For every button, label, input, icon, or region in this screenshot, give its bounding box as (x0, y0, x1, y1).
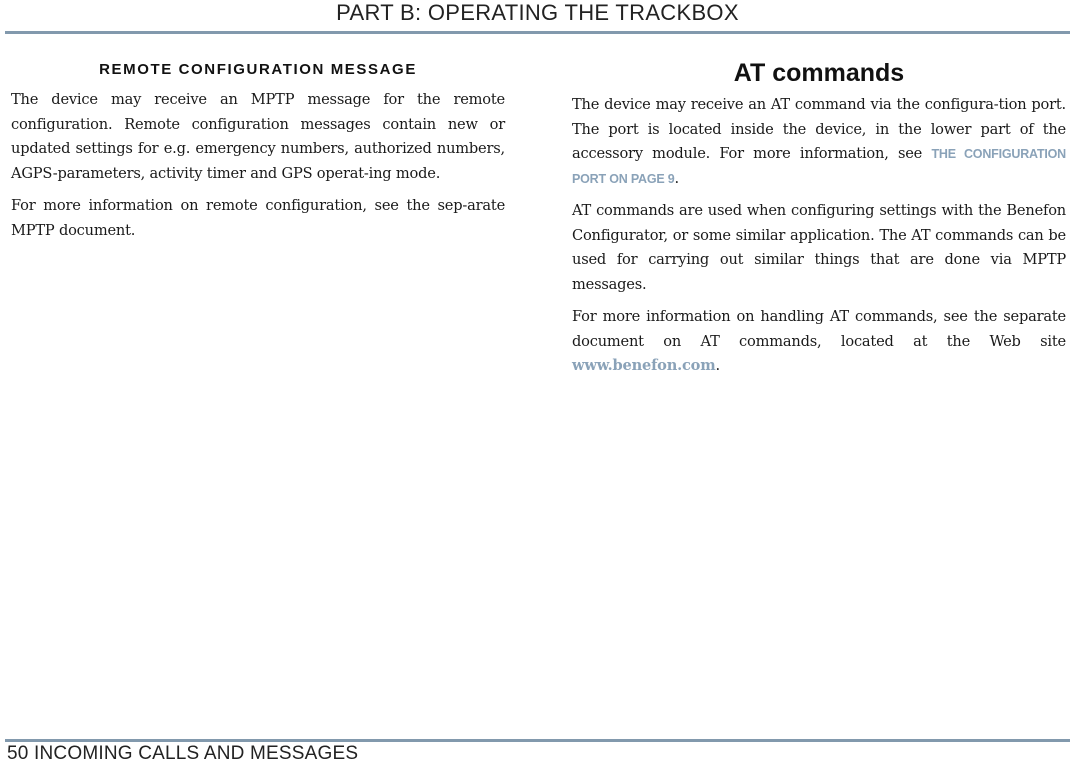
remote-config-body (11, 88, 505, 251)
at-commands-paragraph-3-end: . (715, 357, 720, 374)
remote-config-heading: REMOTE CONFIGURATION MESSAGE (99, 61, 417, 78)
at-commands-paragraph-1 (572, 93, 1066, 191)
at-commands-paragraph-3-text: For more information on handling AT commands, see the separate document on AT commands, located at the Web site (572, 308, 1066, 350)
at-commands-paragraph-3 (572, 305, 1066, 379)
footer-rule (5, 739, 1070, 742)
remote-config-paragraph-2: For more information on remote configuration, see the sep-arate MPTP document. (11, 197, 505, 239)
at-commands-paragraph-1-text: The device may receive an AT command via the configura-tion port. The port is located inside the device, in the lower part of the accessory module. For more information, see (572, 96, 1066, 162)
header-rule (5, 31, 1070, 34)
page-footer: 50 INCOMING CALLS AND MESSAGES (7, 743, 359, 764)
at-commands-body (572, 93, 1066, 387)
configuration-port-link[interactable]: THE CONFIGURATION PORT ON PAGE 9 (572, 147, 1066, 186)
at-commands-heading: AT commands (733, 59, 905, 87)
remote-config-paragraph-1: The device may receive an MPTP message for the remote configuration. Remote configuration messages contain new or updated settings for e.g. emergency numbers, authorized numbers, AGPS-parameters, activity timer and GPS operat-ing mode. (11, 91, 505, 182)
page-header: PART B: OPERATING THE TRACKBOX (336, 0, 739, 25)
at-commands-paragraph-2: AT commands are used when configuring settings with the Benefon Configurator, or some similar application. The AT commands can be used for carrying out similar things that are done via MPTP messages. (572, 202, 1066, 293)
at-commands-paragraph-1-end: . (674, 169, 679, 187)
benefon-website-link[interactable]: www.benefon.com (572, 357, 716, 374)
